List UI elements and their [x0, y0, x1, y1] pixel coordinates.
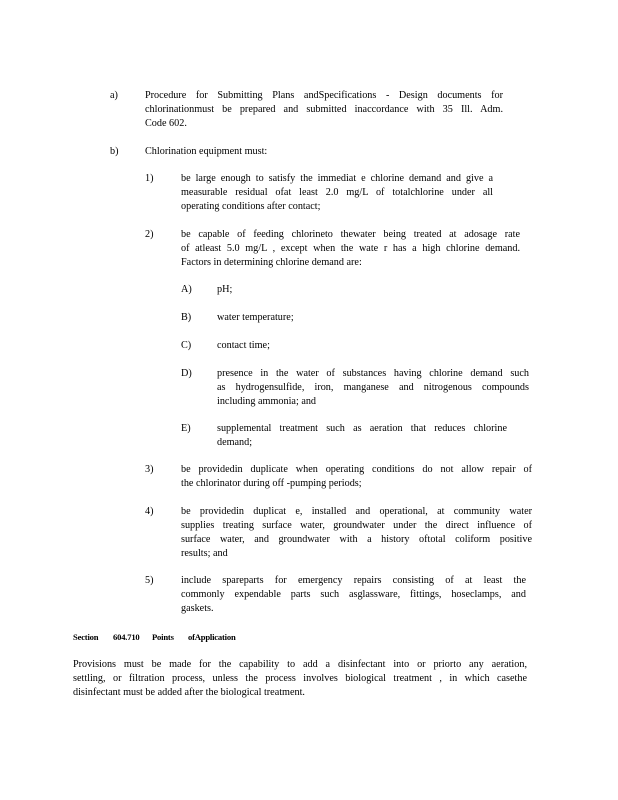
- paragraph-line: settling, or filtration process, unless the process involves biological treatment , in which casethe: [73, 673, 527, 684]
- subitem-4-text: [181, 505, 532, 561]
- subitem-2-line: be capable of feeding chlorineto thewater being treated at adosage rate: [181, 229, 520, 240]
- item-a-line: Procedure for Submitting Plans andSpecifications - Design documents for: [145, 90, 503, 101]
- subitem-4-line: supplies treating surface water, groundwater under the direct influence of: [181, 520, 532, 531]
- subitem-3-text: [181, 463, 532, 491]
- factor-d-text: [217, 367, 529, 409]
- subitem-5-text: [181, 574, 526, 616]
- factor-a-label: A): [181, 284, 192, 295]
- subitem-5-line: gaskets.: [181, 603, 214, 614]
- factor-c-text: contact time;: [217, 340, 270, 351]
- subitem-5-line: commonly expendable parts such asglassware, fittings, hoseclamps, and: [181, 589, 526, 600]
- subitem-2-text: [181, 228, 520, 270]
- subitem-2-label: 2): [145, 229, 154, 240]
- subitem-1-line: measurable residual ofat least 2.0 mg/L of totalchlorine under all: [181, 187, 493, 198]
- section-number: 604.710: [113, 632, 140, 642]
- subitem-3-line: the chlorinator during off -pumping periods;: [181, 478, 362, 489]
- subitem-3-label: 3): [145, 464, 154, 475]
- subitem-5-line: include spareparts for emergency repairs consisting of at least the: [181, 575, 526, 586]
- factor-a-text: pH;: [217, 284, 233, 295]
- subitem-3-line: be providedin duplicate when operating conditions do not allow repair of: [181, 464, 532, 475]
- factor-e-label: E): [181, 423, 191, 434]
- paragraph-line: disinfectant must be added after the biological treatment.: [73, 687, 305, 698]
- subitem-1-text: [181, 172, 493, 214]
- subitem-2-line: of atleast 5.0 mg/L , except when the wate r has a high chlorine demand.: [181, 243, 520, 254]
- subitem-4-line: surface water, and groundwater with a history oftotal coliform positive: [181, 534, 532, 545]
- section-word: Section: [73, 632, 99, 642]
- subitem-1-line: be large enough to satisfy the immediat e chlorine demand and give a: [181, 173, 493, 184]
- item-b-label: b): [110, 146, 119, 157]
- item-a-line: chlorinationmust be prepared and submitted inaccordance with 35 Ill. Adm.: [145, 104, 503, 115]
- subitem-1-label: 1): [145, 173, 154, 184]
- factor-b-label: B): [181, 312, 192, 323]
- subitem-1-line: operating conditions after contact;: [181, 201, 321, 212]
- subitem-2-line: Factors in determining chlorine demand are:: [181, 257, 362, 268]
- subitem-4-label: 4): [145, 506, 154, 517]
- item-a-line: Code 602.: [145, 118, 187, 129]
- factor-c-label: C): [181, 340, 192, 351]
- factor-e-line: demand;: [217, 437, 253, 448]
- factor-b-text: water temperature;: [217, 312, 294, 323]
- factor-d-line: as hydrogensulfide, iron, manganese and nitrogenous compounds: [217, 382, 529, 393]
- section-title-application: ofApplication: [188, 632, 236, 642]
- subitem-4-line: be providedin duplicat e, installed and operational, at community water: [181, 506, 532, 517]
- factor-e-text: [217, 422, 507, 450]
- factor-d-label: D): [181, 368, 192, 379]
- section-title-points: Points: [152, 632, 174, 642]
- subitem-5-label: 5): [145, 575, 154, 586]
- factor-d-line: including ammonia; and: [217, 396, 317, 407]
- subitem-4-line: results; and: [181, 548, 228, 559]
- item-b-intro: Chlorination equipment must:: [145, 146, 268, 157]
- item-a-label: a): [110, 90, 118, 101]
- factor-e-line: supplemental treatment such as aeration that reduces chlorine: [217, 423, 507, 434]
- factor-d-line: presence in the water of substances having chlorine demand such: [217, 368, 529, 379]
- paragraph-line: Provisions must be made for the capability to add a disinfectant into or priorto any aeration,: [73, 659, 527, 670]
- provisions-paragraph: [73, 658, 527, 700]
- item-a-text: [145, 89, 503, 131]
